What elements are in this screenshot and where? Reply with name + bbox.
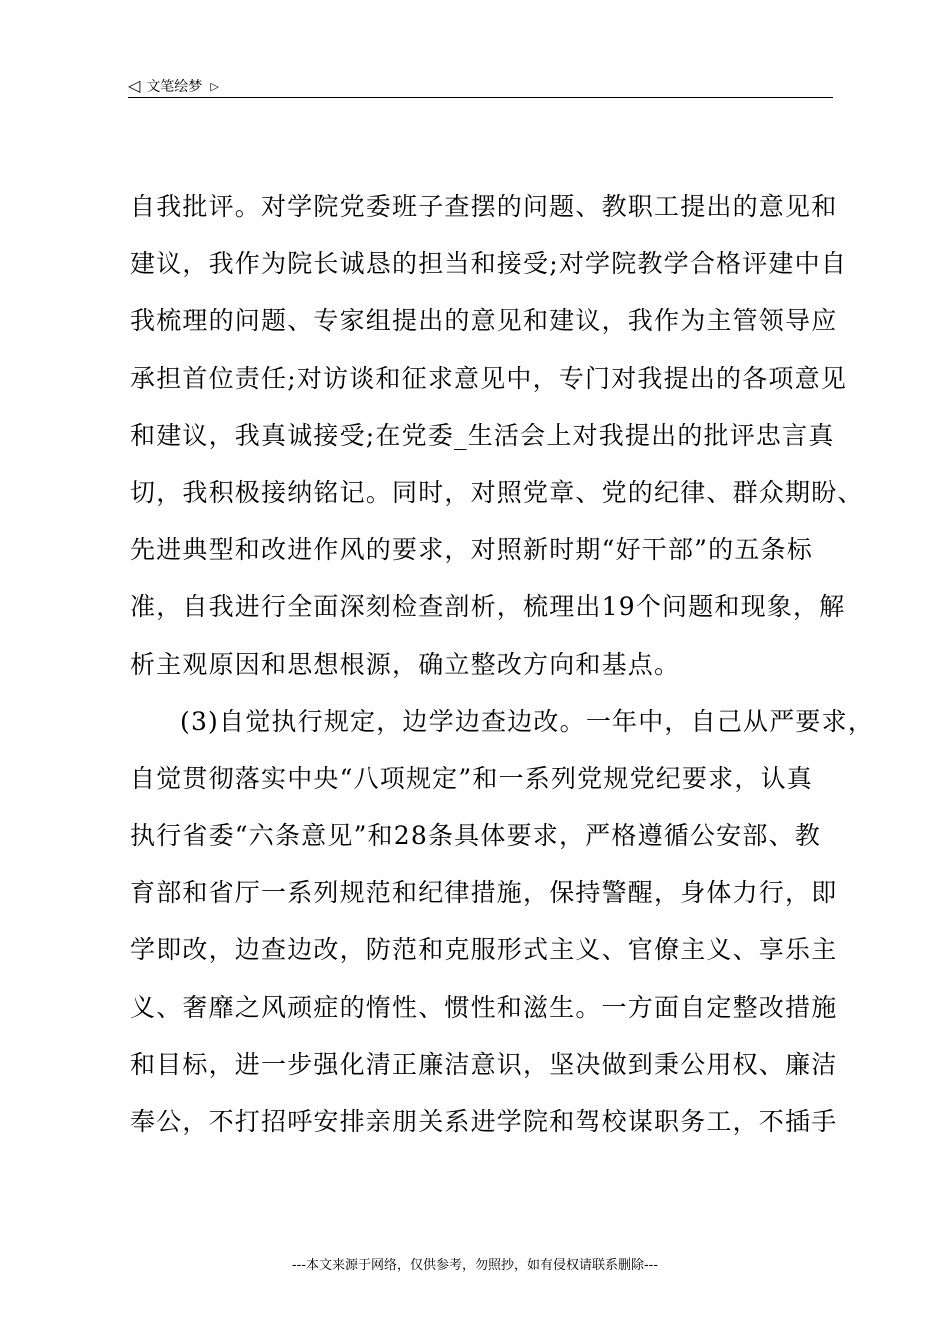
text-line: 和建议，我真诚接受;在党委_生活会上对我提出的批评忠言真 xyxy=(130,420,835,450)
text-line: 析主观原因和思想根源，确立整改方向和基点。 xyxy=(130,649,681,679)
document-body xyxy=(130,178,875,1150)
text-line: 和目标，进一步强化清正廉洁意识，坚决做到秉公用权、廉洁 xyxy=(130,1049,838,1079)
page-header xyxy=(128,74,833,98)
text-line: 执行省委“六条意见”和28条具体要求，严格遵循公安部、教 xyxy=(130,821,821,851)
left-triangle-icon: ◁ xyxy=(128,76,141,95)
right-triangle-icon: ▷ xyxy=(210,79,219,93)
text-line: 自觉贯彻落实中央“八项规定”和一系列党规党纪要求，认真 xyxy=(130,763,813,793)
header-title: 文笔绘梦 xyxy=(146,79,203,95)
text-line: 奉公，不打招呼安排亲朋关系进学院和驾校谋职务工，不插手 xyxy=(130,1107,838,1136)
text-line: 准，自我进行全面深刻检查剖析，梳理出19个问题和现象，解 xyxy=(130,592,846,622)
text-line: 承担首位责任;对访谈和征求意见中，专门对我提出的各项意见 xyxy=(130,363,848,393)
text-line: 学即改，边查边改，防范和克服形式主义、官僚主义、享乐主 xyxy=(130,935,838,965)
paragraph-start-line: (3)自觉执行规定，边学边查边改。一年中，自己从严要求， xyxy=(180,706,875,736)
text-line: 自我批评。对学院党委班子查摆的问题、教职工提出的意见和 xyxy=(130,192,838,221)
footer-disclaimer: ---本文来源于网络，仅供参考，勿照抄，如有侵权请联系删除--- xyxy=(291,1258,659,1273)
text-line: 义、奢靡之风顽症的惰性、惯性和滋生。一方面自定整改措施 xyxy=(130,992,838,1022)
text-line: 育部和省厅一系列规范和纪律措施，保持警醒，身体力行，即 xyxy=(130,878,838,908)
header-divider xyxy=(128,97,833,98)
text-line: 切，我积极接纳铭记。同时，对照党章、党的纪律、群众期盼、 xyxy=(130,477,864,507)
text-line: 我梳理的问题、专家组提出的意见和建议，我作为主管领导应 xyxy=(130,306,838,336)
text-line: 先进典型和改进作风的要求，对照新时期“好干部”的五条标 xyxy=(130,535,813,565)
text-line: 建议，我作为院长诚恳的担当和接受;对学院教学合格评建中自 xyxy=(130,249,848,279)
